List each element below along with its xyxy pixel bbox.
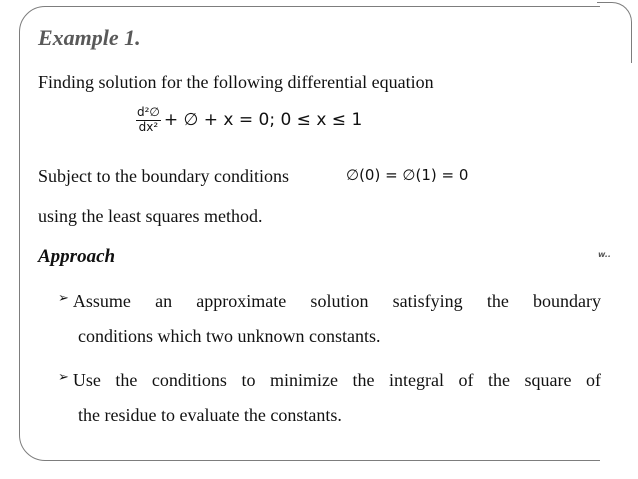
fraction-denominator: dx²: [138, 119, 159, 134]
bullet-text: Assume an approximate solution satisfying the boundary: [72, 291, 601, 311]
method-text: using the least squares method.: [38, 206, 263, 226]
intro-text: Finding solution for the following differential equation: [38, 72, 434, 92]
bullet-continuation: conditions which two unknown constants.: [78, 326, 381, 346]
bullet-text: Use the conditions to minimize the integral of the square of: [72, 370, 601, 390]
corner-decoration: [597, 2, 632, 63]
bullet-item: [58, 291, 601, 312]
approach-heading: Approach: [38, 246, 116, 267]
bullet-continuation: the residue to evaluate the constants.: [78, 405, 342, 425]
side-mark: w..: [598, 250, 611, 259]
bullet-item: [58, 370, 601, 391]
slide-title: Example 1.: [38, 25, 141, 50]
frame-mask: [600, 4, 638, 474]
boundary-conditions: ∅(0) = ∅(1) = 0: [346, 166, 469, 184]
differential-equation: [136, 106, 362, 135]
fraction-numerator: d²∅: [137, 105, 160, 119]
arrow-bullet-icon: ➢: [58, 291, 69, 306]
derivative-fraction: [136, 106, 161, 135]
subject-text: Subject to the boundary conditions: [38, 166, 289, 186]
equation-rest: + ∅ + x = 0; 0 ≤ x ≤ 1: [163, 110, 363, 131]
arrow-bullet-icon: ➢: [58, 370, 69, 385]
